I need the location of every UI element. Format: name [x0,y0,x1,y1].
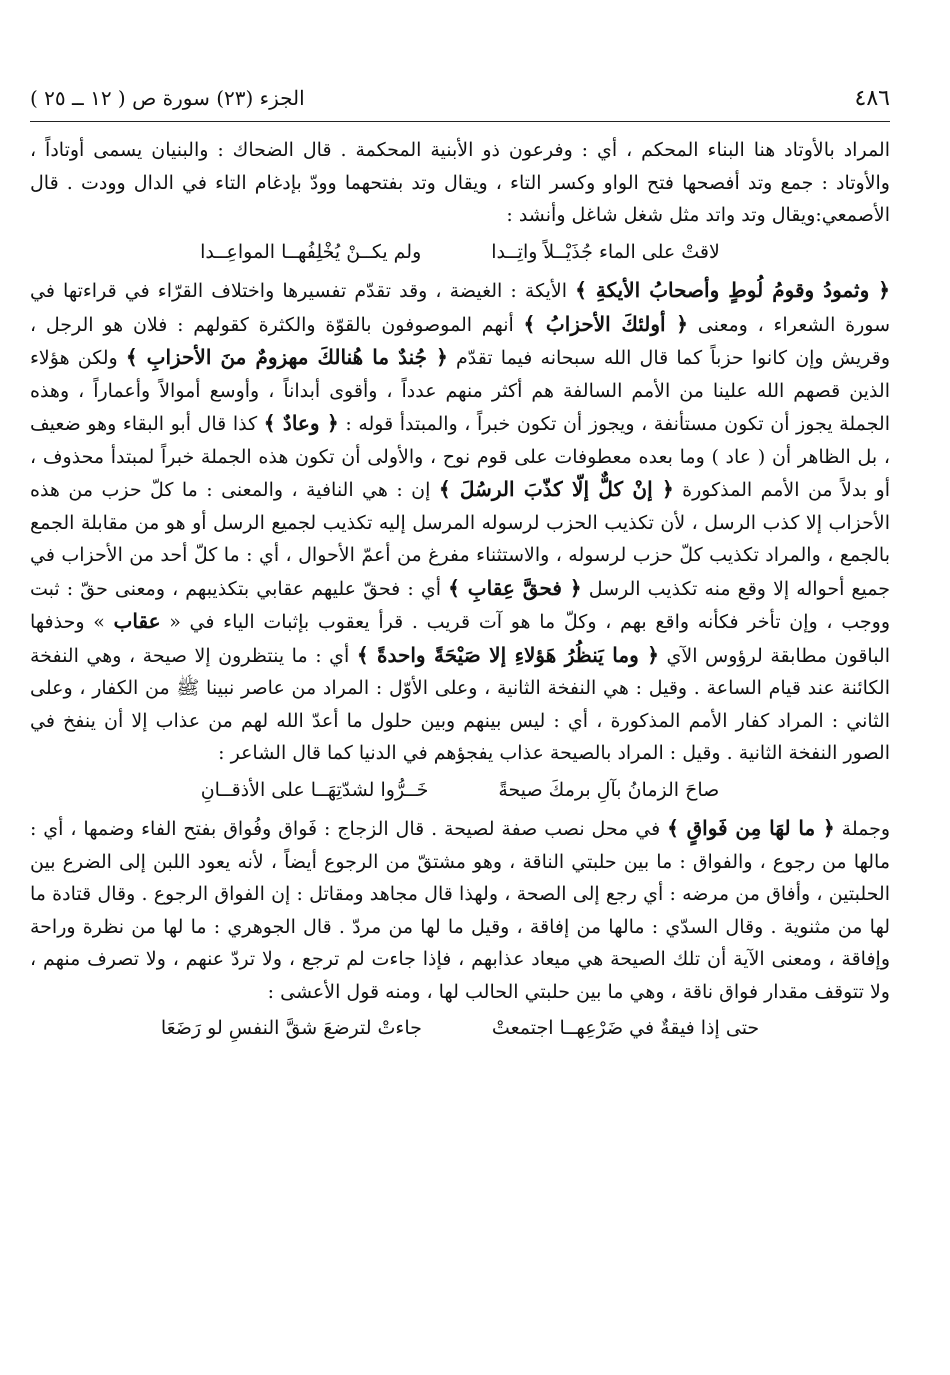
body-text [30,134,890,1045]
poetry-verse-2 [30,774,890,807]
verse-2-right-hemistich: صاحَ الزمانُ بآلِ برمكَ صيحةً [498,778,720,801]
page-header [30,82,890,122]
verse-1-right-hemistich: لاقتْ على الماء جُذَيْــلاً واتِــدا [491,240,720,263]
poetry-verse-1 [30,236,890,269]
document-page [30,82,890,1282]
quran-quote: ﴿ أولئكَ الأحزابُ ﴾ [523,311,688,336]
verse-1-left-hemistich: ولم يكــنْ يُخْلِفُهــا المواعِــدا [200,240,422,263]
quran-quote: ﴿ فحقَّ عِقابِ ﴾ [448,575,582,600]
quran-quote: ﴿ جُندٌ ما هُنالكَ مهزومٌ منَ الأحزابِ ﴾ [125,345,448,369]
quran-quote: ﴿ وثمودُ وقومُ لُوطٍ وأصحابُ الأيكةِ ﴾ [575,278,890,302]
paragraph-text: الأيكة : الغيضة ، وقد تقدّم تفسيرها واختلاف القرّاء في قراءتها في سورة الشعراء ، ومعنى [30,280,891,336]
page-number: ٤٨٦ [854,86,890,111]
quran-quote: ﴿ وما يَنظُرُ هَؤلاءِ إلا صَيْحَةً واحدةً ﴾ [356,642,659,667]
paragraph-3 [30,812,890,1008]
quran-quote: ﴿ وعادٌ ﴾ [263,411,339,435]
quran-quote: ﴿ إنْ كلٌّ إلّا كذّبَ الرسُلَ ﴾ [438,477,674,501]
verse-3-left-hemistich: جاءتْ لترضعَ شقَّ النفسِ لو رَضَعَا [160,1017,422,1039]
paragraph-text: ولكن هؤلاء الذين قصهم الله علينا من الأمم السالفة هم أكثر منهم عدداً ، وأقوى أبداناً ، وأوسع أموالاً وأعماراً ، وهذه الجملة يجوز أن تكون مستأنفة ، ويجوز أن تكون خبراً ، والمبتدأ قوله : [30,347,890,435]
verse-2-left-hemistich: خَــرُّوا لشدّتِهَــا على الأذقــانِ [200,778,429,801]
paragraph-2 [30,274,890,770]
paragraph-text: أي : ما ينتظرون إلا صيحة ، وهي النفخة الكائنة عند قيام الساعة . وقيل : هي النفخة الثانية ، وعلى الأوّل : المراد من عاصر نبينا ﷺ من الكفار ، وعلى الثاني : المراد كفار الأمم المذكورة ، أي : ليس بينهم وبين حلول ما أعدّ الله لهم من عذاب إلا أن ينفخ في الصور النفخة الثانية . وقيل : المراد بالصيحة عذاب يفجؤهم في الدنيا كما قال الشاعر : [30,644,890,764]
paragraph-text: إن : هي النافية ، والمعنى : ما كلّ حزب من هذه الأحزاب إلا كذب الرسل ، لأن تكذيب الحزب لرسوله المرسل إليه تكذيب لجميع الرسل أو هو من مقابلة الجمع بالجمع ، والمراد تكذيب كلّ حزب لرسوله ، والاستثناء مفرغ من أعمّ الأحوال ، أي : ما كلّ أحد من الأحزاب في جميع أحواله إلا وقع منه تكذيب الرسل [30,479,891,600]
paragraph-text: أنهم الموصوفون بالقوّة والكثرة كقولهم : فلان هو الرجل ، وقريش وإن كانوا حزباً كما قال الله سبحانه فيما تقدّم [30,313,891,369]
quran-word: عقاب [113,609,161,633]
paragraph-text: في محل نصب صفة لصيحة . قال الزجاج : فَواق وفُواق بفتح الفاء وضمها ، أي : مالها من رجوع ، والفواق : ما بين حلبتي الناقة ، وهو مشتقّ من الرجوع أيضاً ، لأنه يعود اللبن إلى الضرع بين الحلبتين ، وأفاق من مرضه : أي رجع إلى الصحة ، ولهذا قال مجاهد ومقاتل : إن الفواق الرجوع . وقال قتادة ما لها من مثنوية . وقال السدّي : مالها من إفاقة ، وقيل ما لها من مردّ . قال الجوهري : ما لها من نظرة وراحة وإفاقة ، ومعنى الآية أن تلك الصيحة هي ميعاد عذابهم ، فإذا جاءت لم ترجع ، ولا تردّ عنهم ، ولا تصرف منهم ، ولا تتوقف مقدار فواق ناقة ، وهي ما بين حلبتي الحالب لها ، ومنه قول الأعشى : [30,818,890,1003]
poetry-verse-3 [30,1012,890,1045]
paragraph-1: المراد بالأوتاد هنا البناء المحكم ، أي : وفرعون ذو الأبنية المحكمة . قال الضحاك : والبنيان يسمى أوتاداً ، والأوتاد : جمع وتد أفصحها فتح الواو وكسر التاء ، ويقال وتد بفتحهما وودّ بإدغام التاء في الدال وودت . قال الأصمعي:ويقال وتد واتد مثل شغل شاغل وأنشد : [30,139,890,226]
running-head: الجزء (٢٣) سورة ص ( ١٢ ــ ٢٥ ) [30,86,305,110]
verse-3-right-hemistich: حتى إذا فيقةٌ في ضَرْعِهــا اجتمعتْ [491,1017,760,1039]
paragraph-text: أي : فحقّ عليهم عقابي بتكذيبهم ، ومعنى حقّ : ثبت ووجب ، وإن تأخر فكأنه واقع بهم ، وكلّ ما هو آت قريب . قرأ يعقوب بإثبات الياء في « [30,577,890,633]
paragraph-text: كذا قال أبو البقاء وهو ضعيف ، بل الظاهر أن ( عاد ) وما بعده معطوفات على قوم نوح ، والأولى أن تكون هذه الجملة خبراً لمبتدأ محذوف ، أو بدلاً من الأمم المذكورة [30,413,891,501]
paragraph-text: » وحذفها الباقون مطابقة لرؤوس الآي [30,611,890,667]
quran-quote: ﴿ ما لهَا مِن فَواقٍ ﴾ [667,816,835,840]
paragraph-text: وجملة [834,818,891,840]
